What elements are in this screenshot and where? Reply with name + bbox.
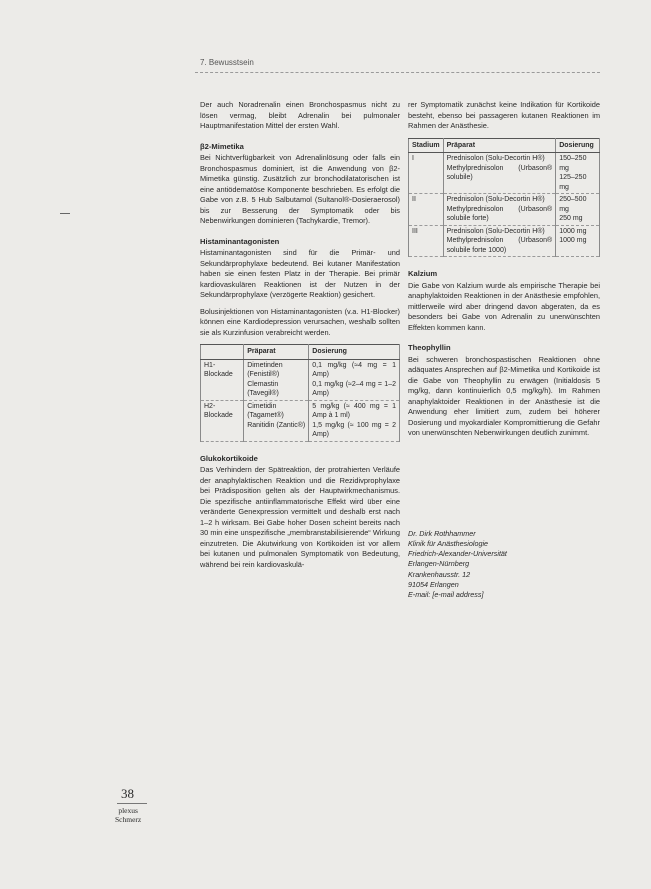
page-number-rule: [117, 803, 147, 804]
table-cell-drug: Cimetidin (Tagamet®) Ranitidin (Zantic®): [244, 400, 309, 441]
journal-name-line: plexus: [118, 806, 138, 815]
right-column: [408, 100, 600, 601]
page-number: 38: [121, 786, 134, 801]
table-row: [409, 194, 600, 226]
margin-mark: [60, 213, 70, 214]
table-row: [409, 225, 600, 257]
table-cell-dose: 0,1 mg/kg (≈4 mg = 1 Amp) 0,1 mg/kg (≈2–4 mg = 1–2 Amp): [309, 359, 400, 400]
journal-name-line: Schmerz: [115, 815, 142, 824]
antihistamine-table: [200, 344, 400, 442]
table-cell-stage: III: [409, 225, 444, 257]
calcium-paragraph: Die Gabe von Kalzium wurde als empirische Therapie bei anaphylaktoiden Reaktionen in der Anästhesie empfohlen, mittlerweile wird aber dringend davon abgeraten, da es besonders bei Gabe von Adrenalin zu unerwünschten Effekten kommen kann.: [408, 280, 600, 332]
table-cell-drug: Prednisolon (Solu-Decortin H®) Methylprednisolon (Urbason® solubile forte 1000): [443, 225, 556, 257]
author-name: Dr. Dirk Rothhammer: [408, 528, 476, 538]
left-intro-paragraph: Der auch Noradrenalin einen Bronchospasmus nicht zu lösen vermag, bleibt Adrenalin bei pulmonaler Hauptmanifestation Mittel der ersten Wahl.: [200, 100, 400, 130]
journal-name: [115, 806, 141, 824]
header-divider: [195, 72, 600, 73]
running-head: 7. Bewusstsein: [200, 58, 254, 67]
table-cell-group: H2-Blockade: [201, 400, 244, 441]
left-column: [200, 100, 400, 576]
beta-mimetics-paragraph: Bei Nichtverfügbarkeit von Adrenalinlösung oder falls ein Bronchospasmus dominiert, ist die Anwendung von β2-Mimetika günstig. Zusätzlich zur bronchodilatatorischen ist eine antiödematöse Komponente beschrieben. Es erfolgt die Gabe von z.B. 5 Hub Salbutamol (Sultanol®-Dosieraerosol) bis zur Besserung der Symptomatik oder bis Nebenwirkungen dominieren (Tachykardie, Tremor).: [200, 153, 400, 225]
table-cell-stage: I: [409, 153, 444, 194]
address-line: Krankenhausstr. 12: [408, 569, 471, 579]
address-line: 91054 Erlangen: [408, 579, 459, 589]
table-row: [201, 400, 400, 441]
table-cell-group: H1-Blockade: [201, 359, 244, 400]
author-email: E-mail: [e-mail address]: [408, 590, 484, 600]
table-header-cell: Dosierung: [309, 345, 400, 360]
glucocorticoid-paragraph: Das Verhindern der Spätreaktion, der protrahierten Verläufe der anaphylaktischen Reaktion und die Rezidivprophylaxe bei Prädisposition gelten als der Hauptwirkmechanismus. Die spezifische antiinflammatorische Effekt wird über eine veränderte Genexpression vermittelt und deshalb erst nach 1–2 h wirksam. Bei Gabe hoher Dosen scheint bereits nach 30 min eine unspezifische „membranstabilisierende“ Wirkung einzutreten. Die Akutwirkung von Kortikoiden ist vor allem bei kutanen und pulmonalen Symptomatik von Bedeutung, während bei rein kardiovaskulä-: [200, 465, 400, 569]
beta-mimetics-heading: β2-Mimetika: [200, 141, 244, 151]
address-line: Klinik für Anästhesiologie: [408, 538, 489, 548]
table-header-cell: Präparat: [443, 138, 556, 153]
glucocorticoid-heading: Glukokortikoide: [200, 453, 258, 463]
table-header-cell: Dosierung: [556, 138, 600, 153]
table-cell-drug: Prednisolon (Solu-Decortin H®) Methylprednisolon (Urbason® solubile forte): [443, 194, 556, 226]
theophylline-heading: Theophyllin: [408, 343, 451, 352]
antihistamine-paragraph-2: Bolusinjektionen von Histaminantagonisten (v.a. H1-Blocker) können eine Kardiodepression verursachen, weshalb sollten sie als Kurzinfusion verabreicht werden.: [200, 306, 400, 337]
table-cell-drug: Dimetinden (Fenistil®) Clemastin (Tavegil®): [244, 359, 309, 400]
table-header-cell: Präparat: [244, 345, 309, 360]
table-cell-dose: 5 mg/kg (≈ 400 mg = 1 Amp à 1 ml) 1,5 mg/kg (≈ 100 mg = 2 Amp): [309, 400, 400, 441]
table-cell-dose: 1000 mg 1000 mg: [556, 225, 600, 257]
antihistamine-paragraph-1: Histaminantagonisten sind für die Primär- und Sekundärprophylaxe bedeutend. Bei kutaner Manifestation haben sie einen festen Platz in der Therapie. Bei primär kardiovaskulären Reaktionen ist der Nutzen in der Sekundärprophylaxe (verzögerte Reaktion) gesichert.: [200, 248, 400, 299]
right-intro-paragraph: rer Symptomatik zunächst keine Indikation für Kortikoide besteht, ebenso bei passageren kutanen Reaktionen im Rahmen der Anästhesie.: [408, 100, 600, 130]
table-cell-drug: Prednisolon (Solu-Decortin H®) Methylprednisolon (Urbason® solubile): [443, 153, 556, 194]
table-cell-dose: 150–250 mg 125–250 mg: [556, 153, 600, 194]
antihistamine-heading: Histaminantagonisten: [200, 236, 280, 246]
table-row: [201, 359, 400, 400]
address-line: Friedrich-Alexander-Universität: [408, 549, 507, 559]
table-cell-dose: 250–500 mg 250 mg: [556, 194, 600, 226]
theophylline-paragraph: Bei schweren bronchospastischen Reaktionen ohne adäquates Ansprechen auf β2-Mimetika und Kortikoide ist die Gabe von Theophyllin zu erwägen (Initialdosis 5 mg/kg, dann kontinuierlich 0,5 mg/kg/h). Im Rahmen anaphylaktoider Reaktionen in der Anästhesie ist die Anwendung eher limitiert zum, zudem bei höherer Dosierung und myokardialer Kompromittierung die Gefahr von unerwünschten Nebenwirkungen deutlich zunimmt.: [408, 354, 600, 437]
address-line: Erlangen-Nürnberg: [408, 559, 470, 569]
table-row: [409, 153, 600, 194]
table-header-cell: Stadium: [409, 138, 444, 153]
calcium-heading: Kalzium: [408, 269, 438, 278]
author-address: [408, 529, 600, 601]
table-cell-stage: II: [409, 194, 444, 226]
table-header-cell: [201, 345, 244, 360]
corticosteroid-table: [408, 138, 600, 258]
